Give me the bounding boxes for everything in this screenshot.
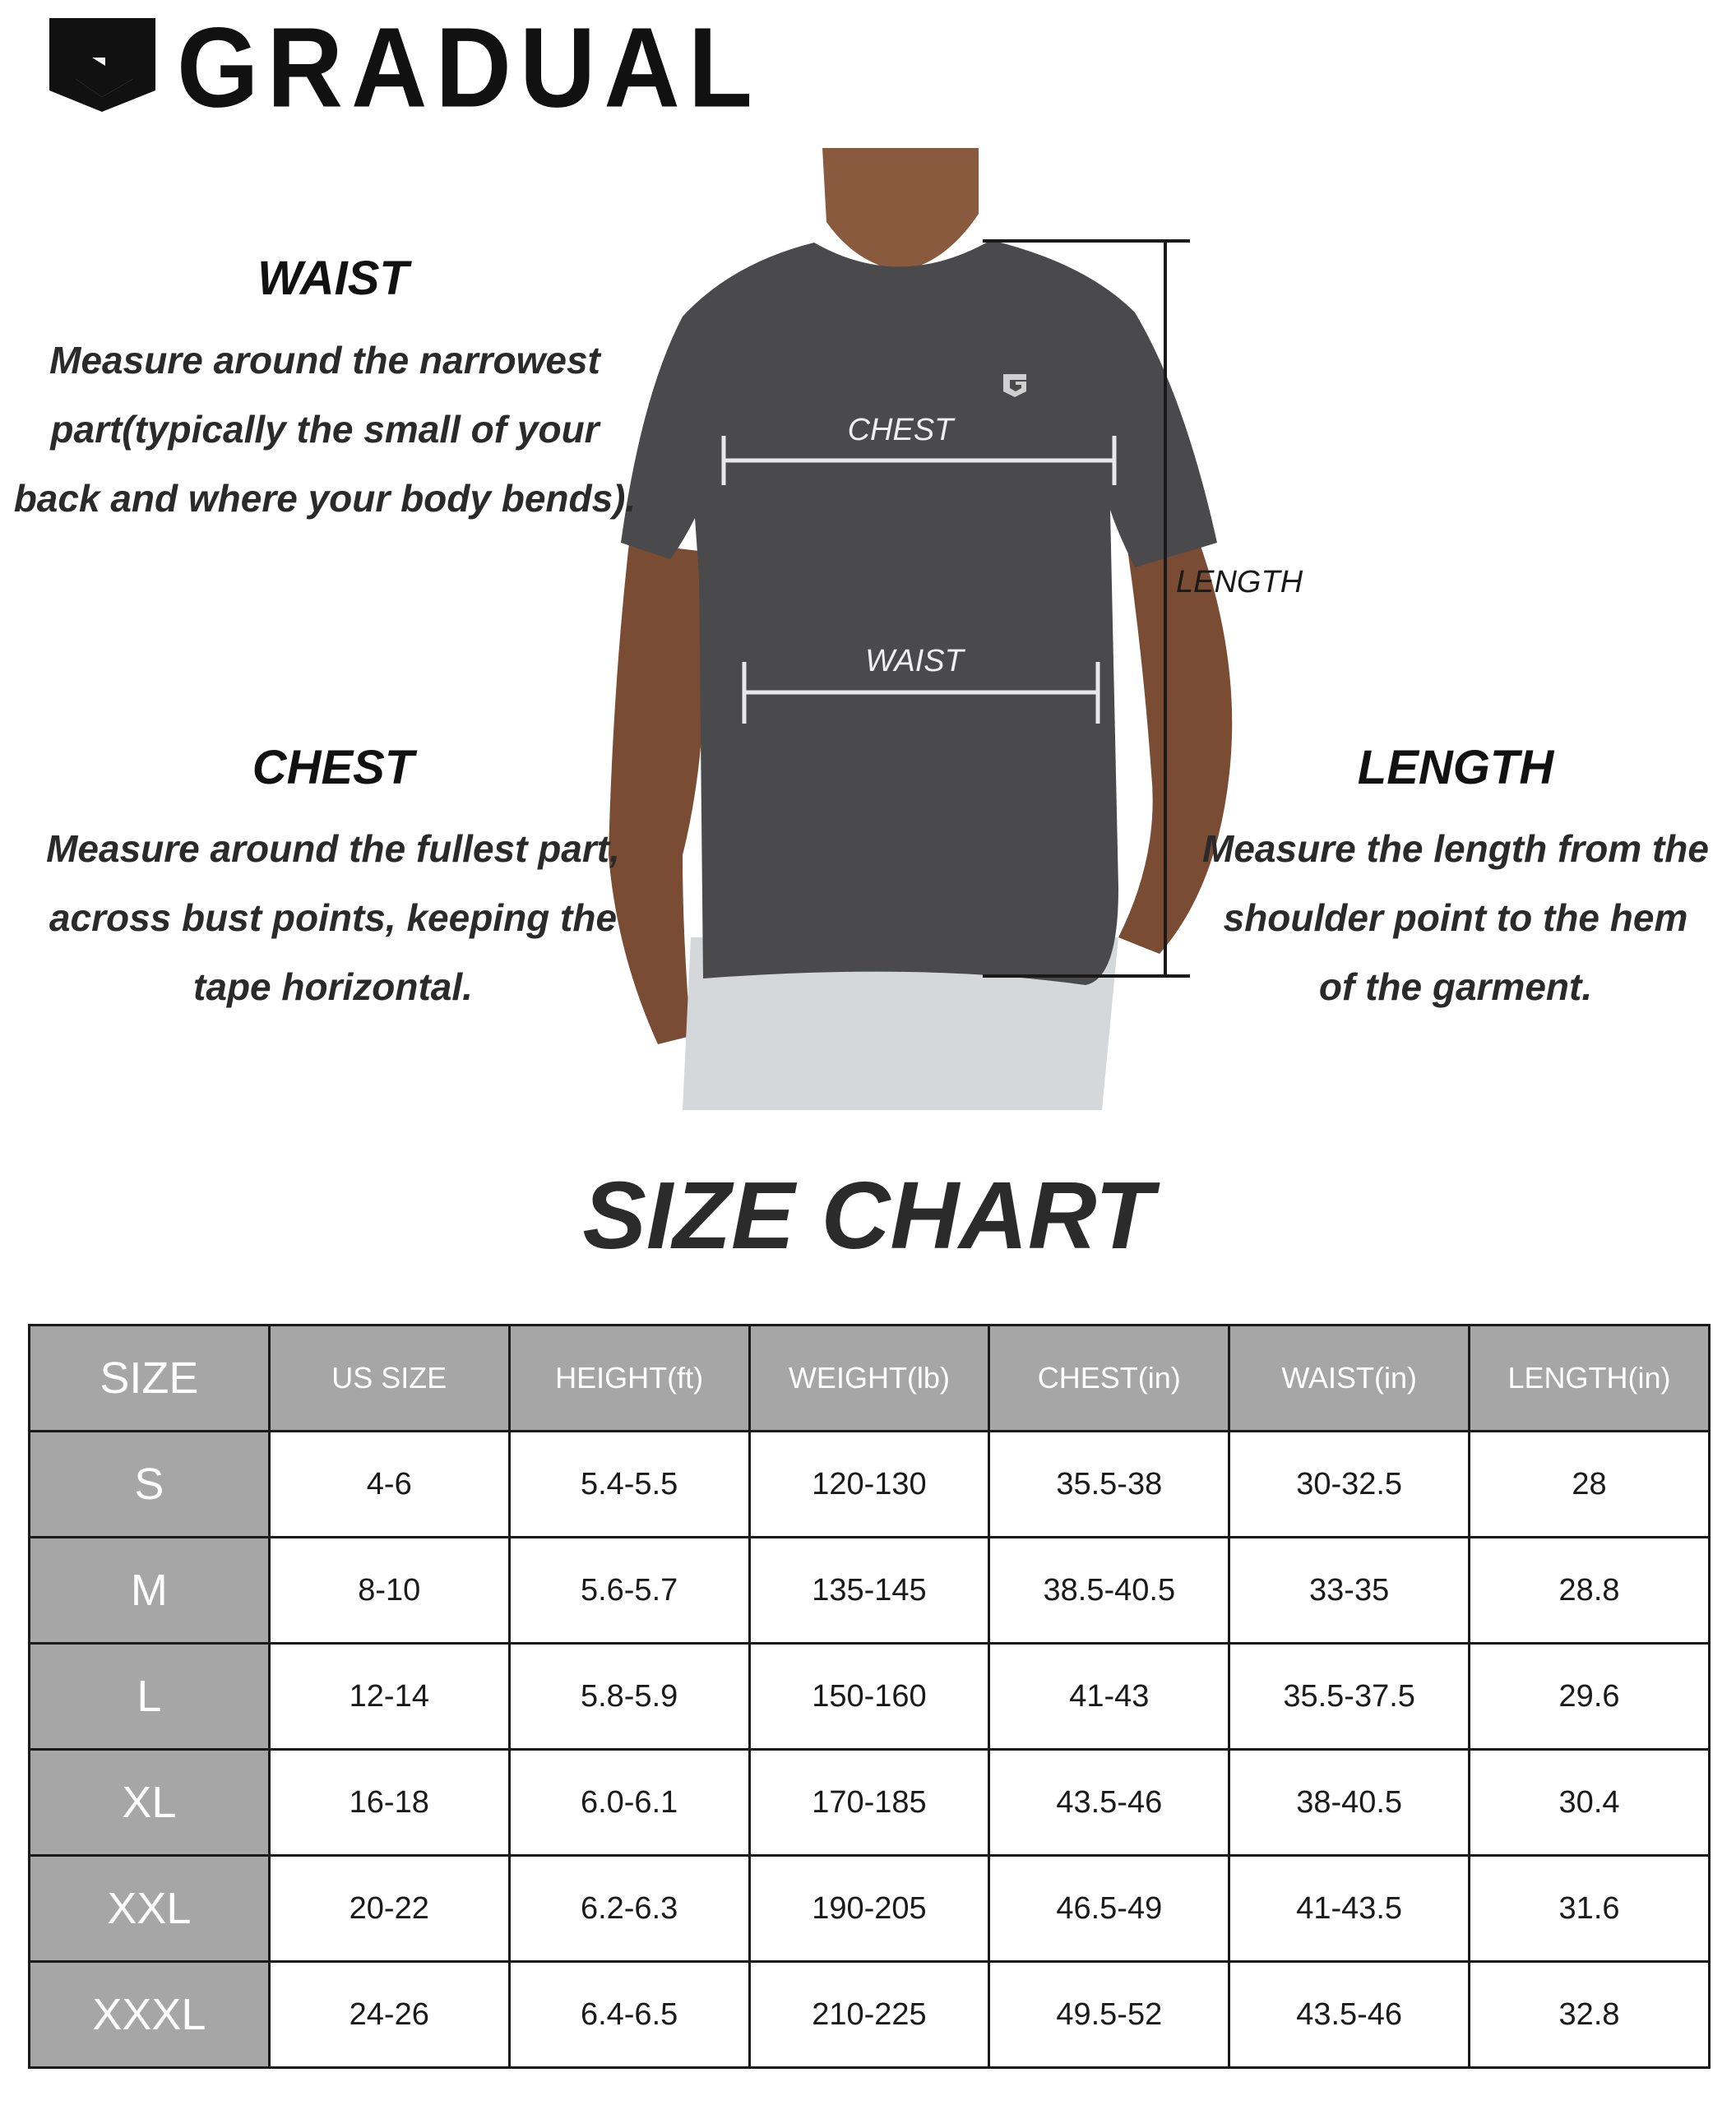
table-cell: 30-32.5 xyxy=(1229,1432,1470,1538)
table-cell: 150-160 xyxy=(749,1644,989,1750)
table-row xyxy=(30,1962,1710,2068)
table-cell: 35.5-38 xyxy=(989,1432,1229,1538)
header-length: LENGTH(in) xyxy=(1470,1325,1710,1432)
size-cell: XXXL xyxy=(30,1962,270,2068)
table-cell: 28 xyxy=(1470,1432,1710,1538)
length-guide-description: Measure the length from the shoulder point to the hem of the garment. xyxy=(1202,827,1709,1008)
table-cell: 31.6 xyxy=(1470,1856,1710,1962)
size-cell: M xyxy=(30,1538,270,1644)
table-cell: 38.5-40.5 xyxy=(989,1538,1229,1644)
waist-guide-description: Measure around the narrowest part(typically the small of your back and where your body bends). xyxy=(13,339,637,520)
table-cell: 43.5-46 xyxy=(1229,1962,1470,2068)
chest-guide-label: CHEST xyxy=(847,413,954,447)
table-cell: 5.4-5.5 xyxy=(509,1432,749,1538)
length-guide-title: LENGTH xyxy=(1357,741,1554,794)
table-row xyxy=(30,1644,1710,1750)
size-chart-heading: SIZE CHART xyxy=(582,1162,1154,1269)
table-cell: 20-22 xyxy=(269,1856,509,1962)
table-cell: 6.0-6.1 xyxy=(509,1750,749,1856)
table-cell: 24-26 xyxy=(269,1962,509,2068)
header-chest: CHEST(in) xyxy=(989,1325,1229,1432)
table-cell: 6.2-6.3 xyxy=(509,1856,749,1962)
header-weight: WEIGHT(lb) xyxy=(749,1325,989,1432)
table-cell: 46.5-49 xyxy=(989,1856,1229,1962)
table-cell: 5.8-5.9 xyxy=(509,1644,749,1750)
chest-guide-title: CHEST xyxy=(252,741,414,794)
header-size: SIZE xyxy=(30,1325,270,1432)
header-waist: WAIST(in) xyxy=(1229,1325,1470,1432)
table-row xyxy=(30,1538,1710,1644)
table-cell: 30.4 xyxy=(1470,1750,1710,1856)
table-cell: 38-40.5 xyxy=(1229,1750,1470,1856)
table-cell: 35.5-37.5 xyxy=(1229,1644,1470,1750)
table-cell: 190-205 xyxy=(749,1856,989,1962)
size-chart-table xyxy=(28,1324,1711,2069)
table-cell: 12-14 xyxy=(269,1644,509,1750)
model-shirt xyxy=(621,240,1217,985)
table-cell: 32.8 xyxy=(1470,1962,1710,2068)
table-cell: 28.8 xyxy=(1470,1538,1710,1644)
table-cell: 16-18 xyxy=(269,1750,509,1856)
table-header-row xyxy=(30,1325,1710,1432)
table-cell: 8-10 xyxy=(269,1538,509,1644)
size-cell: XXL xyxy=(30,1856,270,1962)
table-row xyxy=(30,1856,1710,1962)
size-cell: XL xyxy=(30,1750,270,1856)
waist-guide-label: WAIST xyxy=(865,644,964,678)
header-height: HEIGHT(ft) xyxy=(509,1325,749,1432)
size-cell: L xyxy=(30,1644,270,1750)
size-cell: S xyxy=(30,1432,270,1538)
table-cell: 120-130 xyxy=(749,1432,989,1538)
length-guide-label: LENGTH xyxy=(1176,565,1303,599)
table-cell: 41-43.5 xyxy=(1229,1856,1470,1962)
table-cell: 5.6-5.7 xyxy=(509,1538,749,1644)
table-cell: 49.5-52 xyxy=(989,1962,1229,2068)
table-row xyxy=(30,1750,1710,1856)
chest-guide-description: Measure around the fullest part, across bust points, keeping the tape horizontal. xyxy=(46,827,620,1008)
table-cell: 170-185 xyxy=(749,1750,989,1856)
header-us-size: US SIZE xyxy=(269,1325,509,1432)
table-cell: 4-6 xyxy=(269,1432,509,1538)
brand-name: GRADUAL xyxy=(177,4,761,132)
model-neck xyxy=(822,148,979,271)
table-row xyxy=(30,1432,1710,1538)
table-cell: 33-35 xyxy=(1229,1538,1470,1644)
gradual-logo-icon xyxy=(43,15,162,113)
table-cell: 210-225 xyxy=(749,1962,989,2068)
table-cell: 29.6 xyxy=(1470,1644,1710,1750)
table-cell: 6.4-6.5 xyxy=(509,1962,749,2068)
table-cell: 41-43 xyxy=(989,1644,1229,1750)
table-cell: 43.5-46 xyxy=(989,1750,1229,1856)
waist-guide-title: WAIST xyxy=(257,252,409,305)
table-cell: 135-145 xyxy=(749,1538,989,1644)
